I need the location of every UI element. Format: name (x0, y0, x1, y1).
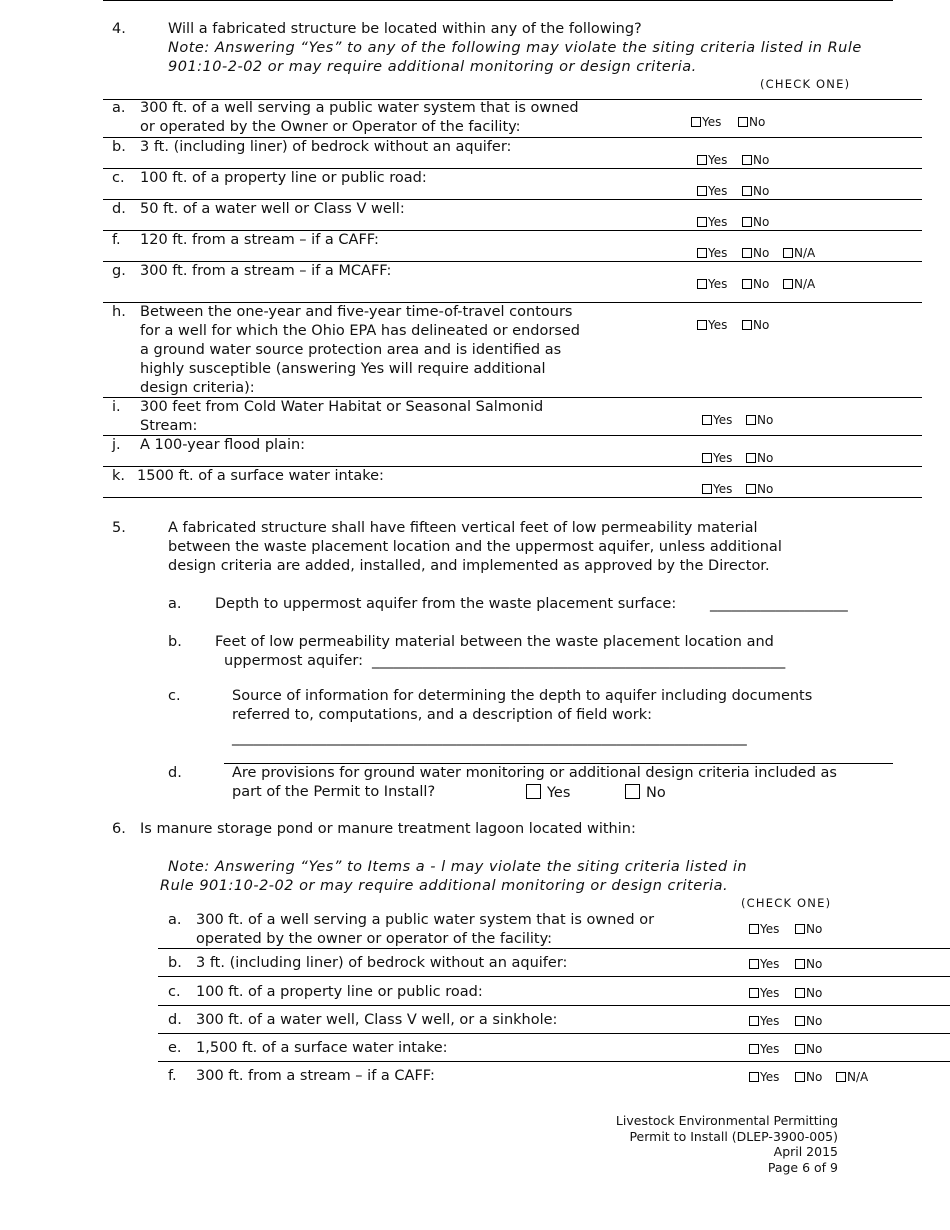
section4-check-one: (CHECK ONE) (760, 77, 851, 91)
item-text: 300 ft. from a stream – if a CAFF: (196, 1068, 435, 1084)
section6-note-line1: Note: Answering “Yes” to Items a - l may violate the siting criteria listed in (168, 859, 748, 875)
checkbox[interactable] (749, 924, 759, 934)
section5-d-label-line2: part of the Permit to Install? (232, 784, 436, 800)
checkbox[interactable] (795, 1016, 805, 1026)
checkbox[interactable] (749, 1072, 759, 1082)
section5-text-line2: between the waste placement location and the uppermost aquifer, unless additional (168, 539, 782, 555)
option-no[interactable]: No (746, 482, 773, 496)
option-no[interactable]: No (795, 957, 822, 971)
checkbox[interactable] (697, 279, 707, 289)
row-separator (158, 1061, 950, 1062)
item-letter: c. (112, 170, 125, 186)
row-separator (103, 497, 922, 498)
top-rule (103, 0, 893, 1)
item-letter: f. (168, 1068, 177, 1084)
option-no[interactable]: No (746, 451, 773, 465)
section5-a-input[interactable]: ___________________ (710, 596, 848, 612)
checkbox[interactable] (697, 248, 707, 258)
item-letter: d. (168, 1012, 182, 1028)
item-text: 300 ft. of a well serving a public water system that is owned (140, 100, 579, 116)
item-text: highly susceptible (answering Yes will require additional (140, 361, 546, 377)
option-no[interactable]: No (742, 246, 769, 260)
section5-c-letter: c. (168, 688, 181, 704)
option-yes[interactable]: Yes (702, 451, 732, 465)
checkbox[interactable] (697, 320, 707, 330)
item-text: Between the one-year and five-year time-of-travel contours (140, 304, 573, 320)
section5-c-label-line1: Source of information for determining the depth to aquifer including documents (232, 688, 813, 704)
option-yes[interactable]: Yes (697, 277, 727, 291)
section4-note-line2: 901:10-2-02 or may require additional monitoring or design criteria. (168, 59, 697, 75)
option-no[interactable]: No (795, 986, 822, 1000)
section5-text-line3: design criteria are added, installed, and implemented as approved by the Director. (168, 558, 770, 574)
option-yes[interactable]: Yes (697, 184, 727, 198)
section5-b-label-line2: uppermost aquifer: (224, 653, 363, 669)
checkbox[interactable] (783, 248, 793, 258)
option-no[interactable]: No (742, 215, 769, 229)
checkbox[interactable] (742, 186, 752, 196)
footer-form-id: Permit to Install (DLEP-3900-005) (629, 1128, 838, 1144)
option-no[interactable]: No (742, 318, 769, 332)
option-yes[interactable]: Yes (702, 482, 732, 496)
option-yes[interactable]: Yes (749, 1042, 779, 1056)
option-na[interactable]: N/A (783, 246, 815, 260)
item-letter: d. (112, 201, 126, 217)
item-letter: k. (112, 468, 126, 484)
section5-c-rule (224, 763, 893, 764)
checkbox[interactable] (795, 1044, 805, 1054)
item-text: 100 ft. of a property line or public road: (196, 984, 483, 1000)
item-letter: h. (112, 304, 126, 320)
section4-note-line1: Note: Answering “Yes” to any of the following may violate the siting criteria listed in Rule (168, 40, 862, 56)
option-yes[interactable]: Yes (749, 1014, 779, 1028)
section5-d-label-line1: Are provisions for ground water monitoring or additional design criteria included as (232, 765, 837, 781)
option-na[interactable]: N/A (783, 277, 815, 291)
checkbox[interactable] (749, 1016, 759, 1026)
section5-d-no-option[interactable]: No (625, 784, 666, 801)
checkbox[interactable] (749, 959, 759, 969)
row-separator (103, 466, 922, 467)
row-separator (103, 199, 922, 200)
option-yes[interactable]: Yes (697, 246, 727, 260)
row-separator (103, 137, 922, 138)
item-text: 300 ft. of a water well, Class V well, or a sinkhole: (196, 1012, 558, 1028)
section5-c-input[interactable]: _______________________________________________________________________ (232, 730, 747, 746)
checkbox[interactable] (697, 186, 707, 196)
section5-a-label: Depth to uppermost aquifer from the waste placement surface: (215, 596, 677, 612)
section6-number: 6. (112, 821, 126, 837)
item-text: for a well for which the Ohio EPA has delineated or endorsed (140, 323, 581, 339)
checkbox[interactable] (783, 279, 793, 289)
checkbox[interactable] (738, 117, 748, 127)
item-text: 3 ft. (including liner) of bedrock without an aquifer: (140, 139, 512, 155)
option-yes[interactable]: Yes (702, 413, 732, 427)
item-text: 300 feet from Cold Water Habitat or Seasonal Salmonid (140, 399, 544, 415)
checkbox[interactable] (746, 484, 756, 494)
section5-b-label-line1: Feet of low permeability material between the waste placement location and (215, 634, 774, 650)
item-text: 1500 ft. of a surface water intake: (137, 468, 384, 484)
item-letter: b. (112, 139, 126, 155)
footer-program: Livestock Environmental Permitting (615, 1113, 838, 1128)
item-letter: e. (168, 1040, 182, 1056)
item-text: 300 ft. from a stream – if a MCAFF: (140, 263, 392, 279)
item-text: 50 ft. of a water well or Class V well: (140, 201, 405, 217)
option-yes[interactable]: Yes (749, 957, 779, 971)
footer-date: April 2015 (773, 1144, 838, 1159)
section5-d-yes-option[interactable]: Yes (526, 784, 570, 801)
checkbox[interactable] (702, 484, 712, 494)
row-separator (103, 397, 922, 398)
checkbox[interactable] (742, 155, 752, 165)
section5-d-letter: d. (168, 765, 182, 781)
row-separator (103, 435, 922, 436)
item-text: A 100-year flood plain: (140, 437, 306, 453)
row-separator (103, 302, 922, 303)
option-no[interactable]: No (795, 1070, 822, 1084)
item-letter: f. (112, 232, 121, 248)
option-no[interactable]: No (742, 153, 769, 167)
item-letter: b. (168, 955, 182, 971)
checkbox[interactable] (749, 988, 759, 998)
row-separator (158, 1005, 950, 1006)
section6-check-one: (CHECK ONE) (741, 896, 832, 910)
section4-question: Will a fabricated structure be located within any of the following? (168, 21, 642, 37)
checkbox[interactable] (749, 1044, 759, 1054)
row-separator (103, 168, 922, 169)
section5-text-line1: A fabricated structure shall have fifteen vertical feet of low permeability material (168, 520, 758, 536)
checkbox[interactable] (526, 784, 541, 799)
checkbox[interactable] (795, 1072, 805, 1082)
checkbox[interactable] (742, 217, 752, 227)
section6-question: Is manure storage pond or manure treatment lagoon located within: (140, 821, 636, 837)
section5-number: 5. (112, 520, 126, 536)
option-yes[interactable]: Yes (697, 153, 727, 167)
section5-b-letter: b. (168, 634, 182, 650)
item-text: a ground water source protection area and is identified as (140, 342, 562, 358)
checkbox[interactable] (746, 453, 756, 463)
item-text: operated by the owner or operator of the facility: (196, 931, 553, 947)
option-yes[interactable]: Yes (749, 922, 779, 936)
item-text: 3 ft. (including liner) of bedrock without an aquifer: (196, 955, 568, 971)
footer-page-number: Page 6 of 9 (767, 1159, 838, 1175)
option-yes[interactable]: Yes (691, 115, 721, 129)
option-no[interactable]: No (746, 413, 773, 427)
option-no[interactable]: No (742, 184, 769, 198)
section6-note-line2: Rule 901:10-2-02 or may require additional monitoring or design criteria. (160, 878, 729, 894)
checkbox[interactable] (836, 1072, 846, 1082)
item-letter: a. (168, 912, 182, 928)
item-letter: c. (168, 984, 181, 1000)
item-text: 300 ft. of a well serving a public water system that is owned or (196, 912, 655, 928)
checkbox[interactable] (742, 248, 752, 258)
option-no[interactable]: No (742, 277, 769, 291)
option-na[interactable]: N/A (836, 1070, 868, 1084)
checkbox[interactable] (691, 117, 701, 127)
item-letter: a. (112, 100, 126, 116)
checkbox[interactable] (697, 217, 707, 227)
checkbox[interactable] (702, 415, 712, 425)
item-text: 1,500 ft. of a surface water intake: (196, 1040, 448, 1056)
section5-c-label-line2: referred to, computations, and a description of field work: (232, 707, 652, 723)
option-yes[interactable]: Yes (697, 318, 727, 332)
option-yes[interactable]: Yes (749, 986, 779, 1000)
option-no[interactable]: No (738, 115, 765, 129)
row-separator (158, 948, 950, 949)
option-no[interactable]: No (795, 1042, 822, 1056)
checkbox[interactable] (746, 415, 756, 425)
section5-a-letter: a. (168, 596, 182, 612)
option-no[interactable]: No (795, 1014, 822, 1028)
row-separator (103, 230, 922, 231)
checkbox[interactable] (795, 988, 805, 998)
page-footer (616, 1113, 838, 1175)
checkbox[interactable] (702, 453, 712, 463)
option-no[interactable]: No (795, 922, 822, 936)
item-text: 120 ft. from a stream – if a CAFF: (140, 232, 379, 248)
option-yes[interactable]: Yes (697, 215, 727, 229)
row-separator (158, 1033, 950, 1034)
section5-b-input[interactable]: _________________________________________________________ (372, 653, 786, 669)
item-letter: g. (112, 263, 126, 279)
checkbox[interactable] (742, 320, 752, 330)
checkbox[interactable] (795, 959, 805, 969)
option-yes[interactable]: Yes (749, 1070, 779, 1084)
item-letter: j. (112, 437, 121, 453)
checkbox[interactable] (697, 155, 707, 165)
item-text: or operated by the Owner or Operator of the facility: (140, 119, 521, 135)
row-separator (103, 261, 922, 262)
item-text: design criteria): (140, 380, 255, 396)
row-separator (158, 976, 950, 977)
checkbox[interactable] (742, 279, 752, 289)
item-letter: i. (112, 399, 121, 415)
checkbox[interactable] (795, 924, 805, 934)
item-text: Stream: (140, 418, 198, 434)
section4-number: 4. (112, 21, 126, 37)
checkbox[interactable] (625, 784, 640, 799)
item-text: 100 ft. of a property line or public road: (140, 170, 427, 186)
